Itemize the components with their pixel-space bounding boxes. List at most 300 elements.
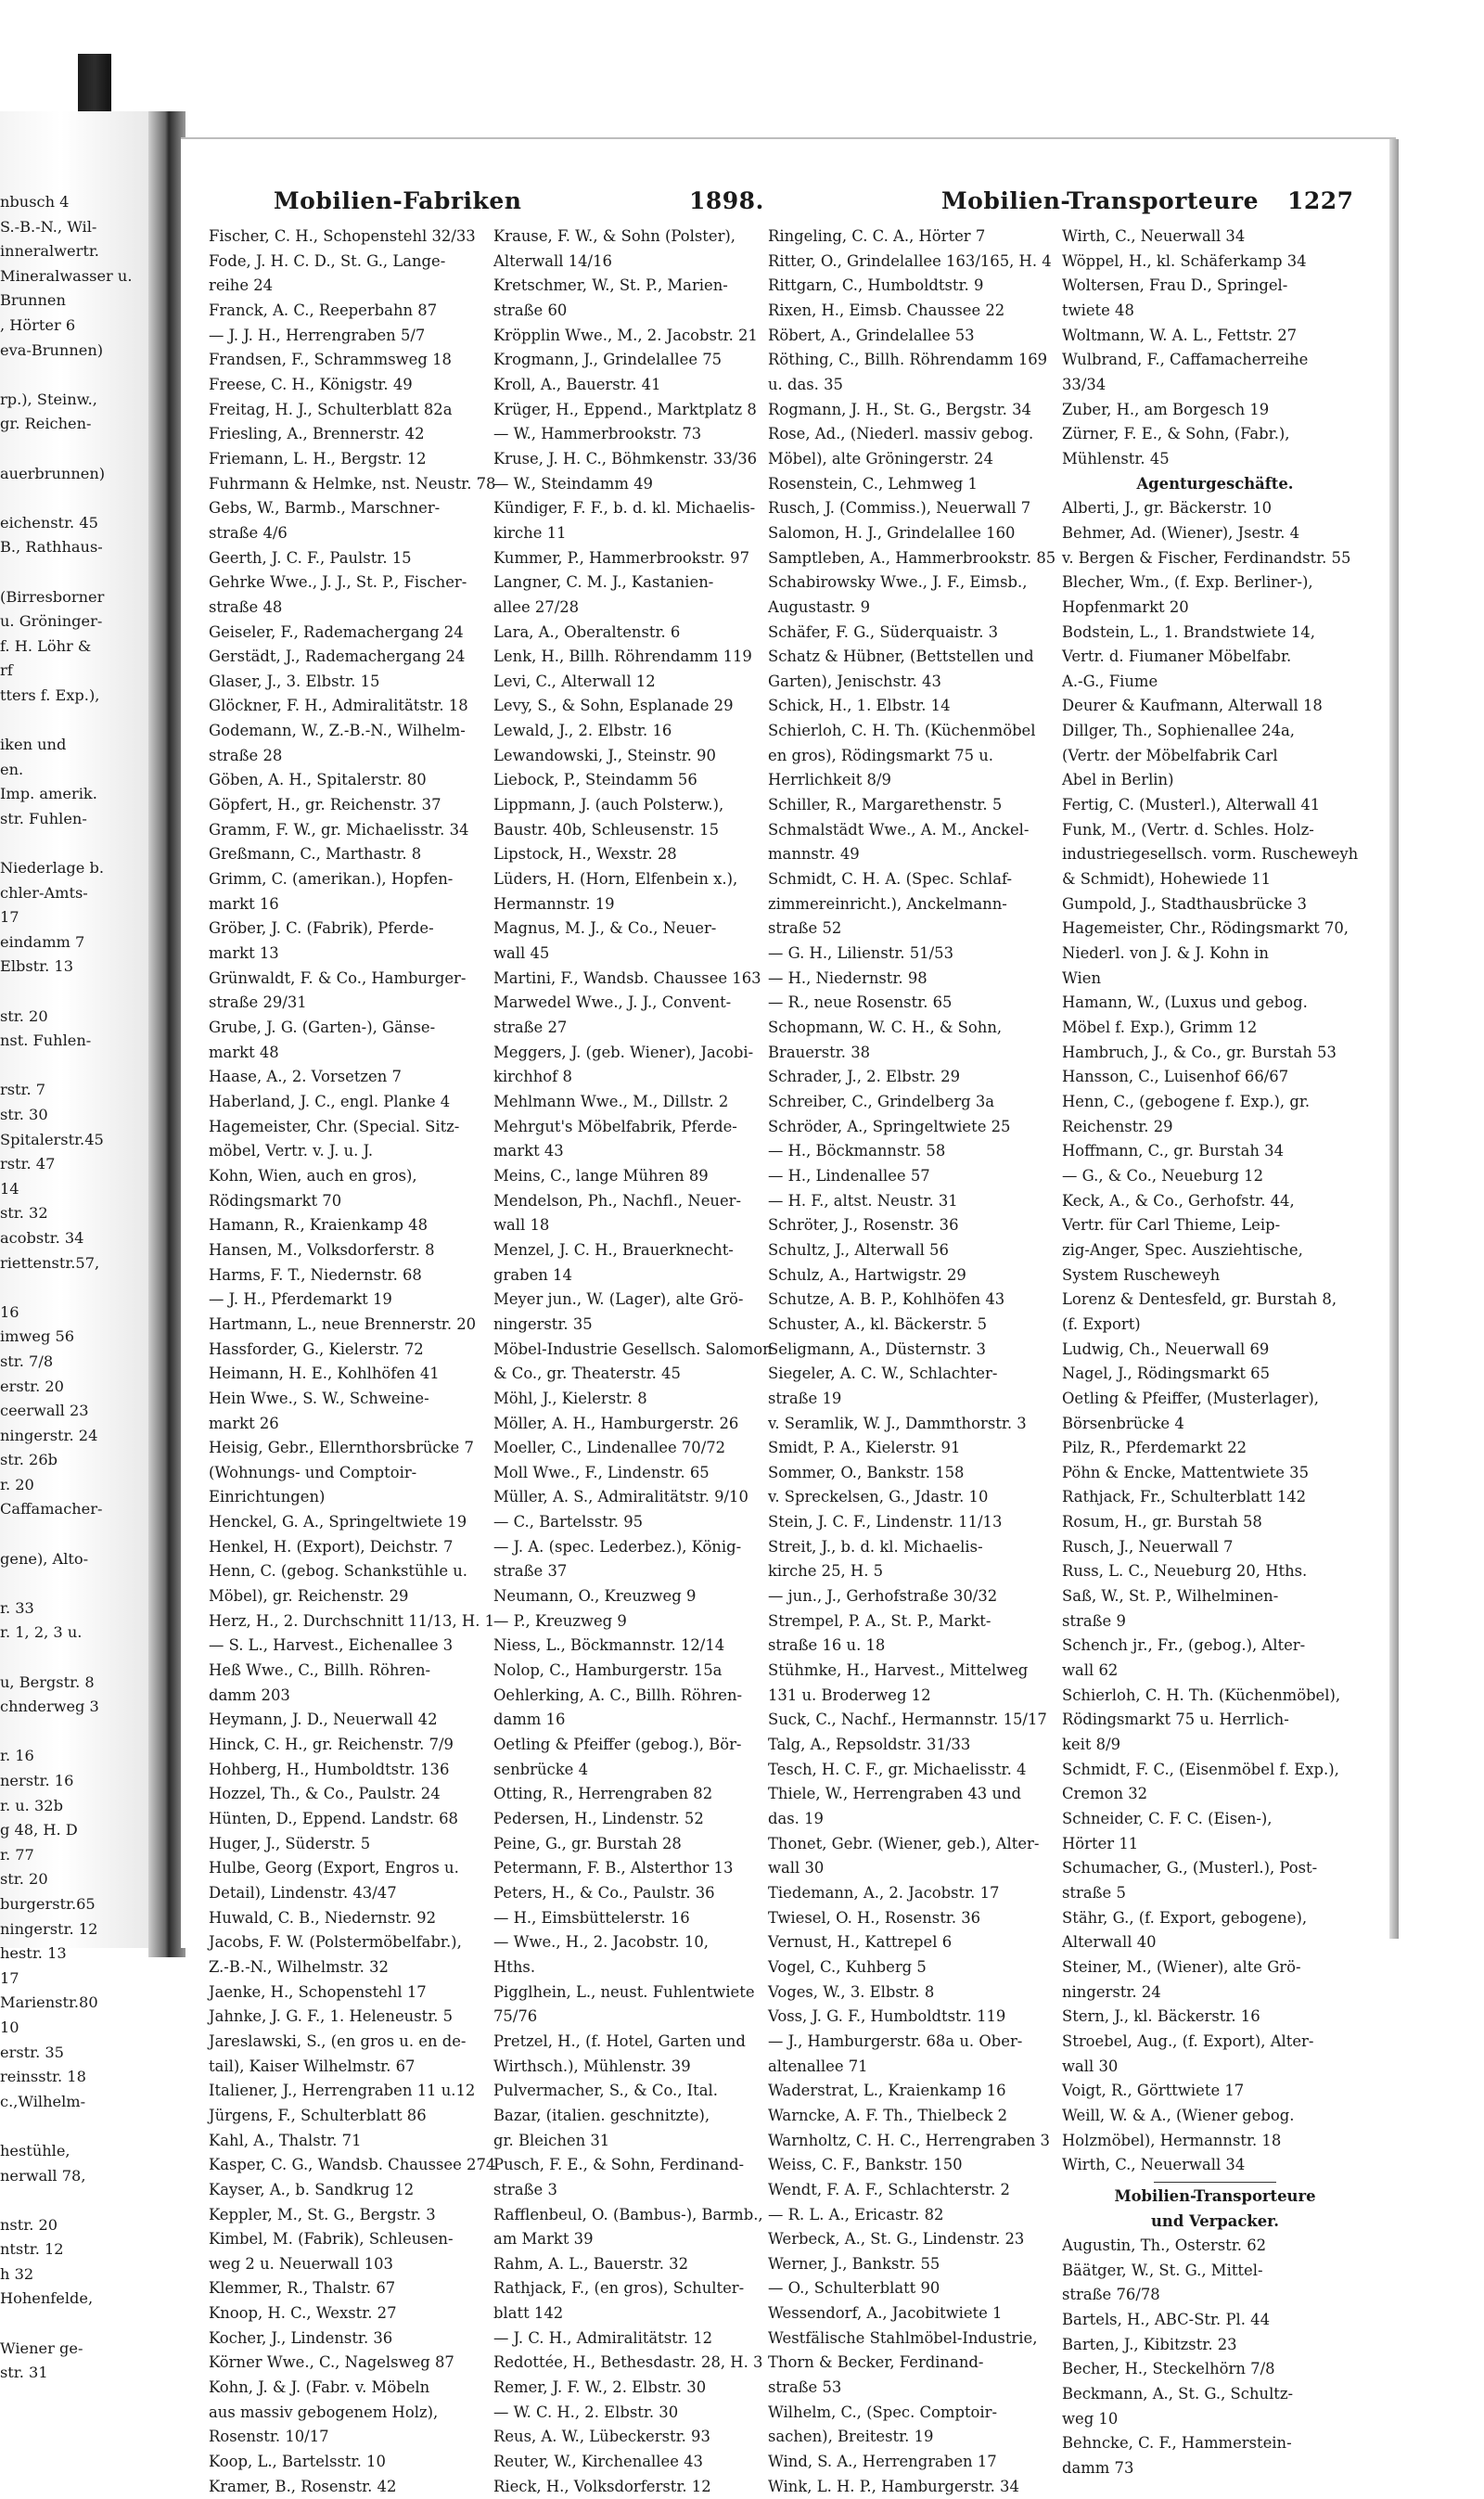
directory-entry-line: Franck, A. C., Reeperbahn 87 [209, 301, 438, 319]
directory-entry-line: Schatz & Hübner, (Bettstellen und [768, 647, 1034, 666]
directory-entry-line: Warncke, A. F. Th., Thielbeck 2 [768, 2106, 1008, 2124]
directory-entry-line: Hamann, R., Kraienkamp 48 [209, 1216, 429, 1235]
left-page-fragment: rstr. 7 [0, 1081, 46, 1099]
directory-entry-line: — H., Böckmannstr. 58 [768, 1142, 946, 1160]
directory-entry-line: Heimann, H. E., Kohlhöfen 41 [209, 1365, 440, 1383]
directory-entry-line: Henckel, G. A., Springeltwiete 19 [209, 1513, 467, 1531]
directory-entry-line: Waderstrat, L., Kraienkamp 16 [768, 2082, 1006, 2100]
left-page-fragment: imweg 56 [0, 1327, 75, 1346]
directory-entry-line: Sommer, O., Bankstr. 158 [768, 1463, 965, 1481]
directory-entry-line: Brauerstr. 38 [768, 1043, 871, 1061]
directory-entry-line: Wind, S. A., Herrengraben 17 [768, 2453, 997, 2471]
directory-entry-line: Harms, F. T., Niedernstr. 68 [209, 1265, 422, 1284]
left-page-fragment: str. 31 [0, 2364, 48, 2382]
left-page-fragment [0, 1522, 148, 1547]
directory-entry-line: kirche 11 [493, 523, 567, 542]
directory-entry-line: (Wohnungs- und Comptoir- [209, 1463, 417, 1481]
directory-entry-line: Rödingsmarkt 75 u. Herrlich- [1062, 1711, 1289, 1729]
directory-entry-line: — R. L. A., Ericastr. 82 [768, 2205, 944, 2223]
directory-entry-line: Jaenke, H., Schopenstehl 17 [209, 1982, 427, 2001]
left-page-fragment [0, 831, 148, 856]
directory-entry-line: mannstr. 49 [768, 845, 860, 864]
directory-entry-line: Meins, C., lange Mühren 89 [493, 1166, 709, 1185]
directory-entry-line: Thorn & Becker, Ferdinand- [768, 2353, 984, 2372]
directory-entry-line: Kahl, A., Thalstr. 71 [209, 2131, 362, 2149]
left-page-fragment: Spitalerstr.45 [0, 1130, 104, 1148]
left-page-fragment: ceerwall 23 [0, 1402, 89, 1420]
directory-entry-line: Krüger, H., Eppend., Marktplatz 8 [493, 400, 757, 418]
directory-entry-line: Schiller, R., Margarethenstr. 5 [768, 796, 1003, 814]
book-gutter [148, 111, 186, 1957]
directory-entry-line: Klemmer, R., Thalstr. 67 [209, 2279, 396, 2298]
directory-entry-line: Vogel, C., Kuhberg 5 [768, 1957, 927, 1976]
directory-entry-line: — J. A. (spec. Lederbez.), König- [493, 1537, 742, 1556]
directory-entry-line: das. 19 [768, 1810, 824, 1827]
directory-entry-line: Schröter, J., Rosenstr. 36 [768, 1216, 959, 1235]
directory-entry-line: wall 30 [768, 1859, 825, 1877]
directory-entry-line: — G., & Co., Neueburg 12 [1062, 1166, 1264, 1185]
directory-entry-line: Behmer, Ad. (Wiener), Jsestr. 4 [1062, 523, 1300, 542]
directory-entry-line: Gumpold, J., Stadthausbrücke 3 [1062, 894, 1307, 913]
directory-entry-line: Pilz, R., Pferdemarkt 22 [1062, 1439, 1247, 1457]
left-page-fragment: 17 [0, 1968, 19, 1987]
directory-entry-line: Voges, W., 3. Elbstr. 8 [768, 1982, 935, 2001]
directory-entry-line: Grimm, C. (amerikan.), Hopfen- [209, 870, 454, 889]
header-year: 1898. [689, 187, 764, 214]
directory-entry-line: Möbel-Industrie Gesellsch. Salomon [493, 1339, 773, 1358]
directory-entry-line: Steiner, M., (Wiener), alte Grö- [1062, 1957, 1301, 1976]
directory-entry-line: Oehlerking, A. C., Billh. Röhren- [493, 1685, 743, 1704]
directory-entry-line: Lewandowski, J., Steinstr. 90 [493, 746, 716, 764]
directory-entry-line: Schneider, C. F. C. (Eisen-), [1062, 1810, 1273, 1827]
directory-entry-line: Westfälische Stahlmöbel-Industrie, [768, 2328, 1038, 2347]
left-page-fragment: nerstr. 16 [0, 1772, 74, 1789]
directory-entry-line: Pretzel, H., (f. Hotel, Garten und [493, 2031, 746, 2050]
directory-entry-line: Detail), Lindenstr. 43/47 [209, 1883, 397, 1902]
directory-entry-line: ningerstr. 24 [1062, 1982, 1161, 2001]
directory-entry-line: Schultz, J., Alterwall 56 [768, 1240, 949, 1259]
directory-entry-line: Kasper, C. G., Wandsb. Chaussee 274 [209, 2156, 496, 2174]
directory-entry-line: Cremon 32 [1062, 1785, 1148, 1803]
directory-entry-line: Kohn, Wien, auch en gros), [209, 1166, 417, 1185]
directory-entry-line: Schabirowsky Wwe., J. F., Eimsb., [768, 573, 1028, 592]
directory-entry-line: Smidt, P. A., Kielerstr. 91 [768, 1439, 961, 1457]
directory-entry-line: Stroebel, Aug., (f. Export), Alter- [1062, 2031, 1314, 2050]
left-page-fragment: 16 [0, 1302, 19, 1321]
left-page-fragment: eindamm 7 [0, 932, 85, 951]
directory-entry-line: Stühmke, H., Harvest., Mittelweg [768, 1661, 1029, 1680]
directory-entry-line: Gehrke Wwe., J. J., St. P., Fischer- [209, 573, 467, 592]
left-page-fragment: 17 [0, 908, 19, 927]
directory-entry-line: Kimbel, M. (Fabrik), Schleusen- [209, 2230, 454, 2249]
directory-entry-line: straße 9 [1062, 1611, 1126, 1630]
section-heading: und Verpacker. [1151, 2211, 1279, 2230]
left-page-fragment: g 48, H. D [0, 1821, 78, 1839]
section-heading: Mobilien-Transporteure [1114, 2186, 1316, 2205]
directory-entry-line: Möhl, J., Kielerstr. 8 [493, 1389, 647, 1407]
left-page-fragment [0, 980, 148, 1005]
directory-entry-line: Meggers, J. (geb. Wiener), Jacobi- [493, 1043, 754, 1061]
directory-entry-line: Garten), Jenischstr. 43 [768, 672, 941, 690]
directory-entry-line: Barten, J., Kibitzstr. 23 [1062, 2335, 1237, 2353]
directory-entry-line: Kröpplin Wwe., M., 2. Jacobstr. 21 [493, 326, 758, 344]
directory-entry-line: Peine, G., gr. Burstah 28 [493, 1834, 682, 1852]
directory-entry-line: Niess, L., Böckmannstr. 12/14 [493, 1636, 725, 1655]
directory-entry-line: Langner, C. M. J., Kastanien- [493, 573, 714, 592]
directory-entry-line: Wirth, C., Neuerwall 34 [1062, 227, 1246, 245]
directory-entry-line: — J., Hamburgerstr. 68a u. Ober- [768, 2031, 1023, 2050]
left-page-fragment: str. 26b [0, 1451, 58, 1469]
directory-entry-line: Schopmann, W. C. H., & Sohn, [768, 1019, 1003, 1036]
directory-entry-line: Rosum, H., gr. Burstah 58 [1062, 1513, 1262, 1531]
directory-entry-line: Huger, J., Süderstr. 5 [209, 1834, 371, 1852]
directory-entry-line: — jun., J., Gerhofstraße 30/32 [768, 1587, 998, 1606]
directory-entry-line: Reus, A. W., Lübeckerstr. 93 [493, 2428, 710, 2446]
directory-entry-line: Meyer jun., W. (Lager), alte Grö- [493, 1290, 744, 1309]
directory-entry-line: Lara, A., Oberaltenstr. 6 [493, 622, 681, 641]
directory-entry-line: Schreiber, C., Grindelberg 3a [768, 1092, 995, 1110]
directory-entry-line: — S. L., Harvest., Eichenallee 3 [209, 1636, 454, 1655]
directory-entry-line: Hartmann, L., neue Brennerstr. 20 [209, 1314, 477, 1333]
left-page-fragment: h 32 [0, 2264, 34, 2283]
left-page-text-fragments [0, 190, 148, 2386]
directory-entry-line: Möbel), gr. Reichenstr. 29 [209, 1587, 409, 1606]
directory-entry-line: Salomon, H. J., Grindelallee 160 [768, 523, 1016, 542]
directory-entry-line: — H., Lindenallee 57 [768, 1166, 930, 1185]
directory-entry-line: Petermann, F. B., Alsterthor 13 [493, 1859, 734, 1877]
directory-entry-line: Wilhelm, C., (Spec. Comptoir- [768, 2403, 998, 2421]
directory-entry-line: Wien [1062, 968, 1102, 987]
directory-entry-line: Schumacher, G., (Musterl.), Post- [1062, 1859, 1318, 1877]
directory-entry-line: Weill, W. & A., (Wiener gebog. [1062, 2106, 1295, 2124]
left-page-fragment: iken und [0, 736, 67, 754]
directory-entry-line: Levi, C., Alterwall 12 [493, 672, 656, 690]
directory-entry-line: Fischer, C. H., Schopenstehl 32/33 [209, 227, 476, 245]
directory-entry-line: straße 5 [1062, 1883, 1126, 1902]
directory-entry-line: Oetling & Pfeiffer (gebog.), Bör- [493, 1736, 742, 1754]
directory-entry-line: — G. H., Lilienstr. 51/53 [768, 944, 954, 963]
directory-entry-line: zimmereinricht.), Anckelmann- [768, 894, 1007, 913]
directory-entry-line: Schmalstädt Wwe., A. M., Anckel- [768, 820, 1030, 839]
left-page-fragment: riettenstr.57, [0, 1253, 100, 1272]
directory-entry-line: straße 37 [493, 1562, 568, 1581]
directory-entry-line: Freitag, H. J., Schulterblatt 82a [209, 400, 453, 418]
directory-entry-line: Fuhrmann & Helmke, nst. Neustr. 78 [209, 474, 496, 493]
directory-entry-line: straße 29/31 [209, 993, 307, 1012]
directory-entry-line: Rödingsmarkt 70 [209, 1191, 342, 1210]
page-number: 1227 [1287, 187, 1354, 214]
directory-entry-line: altenallee 71 [768, 2057, 868, 2075]
directory-entry-line: Stein, J. C. F., Lindenstr. 11/13 [768, 1513, 1003, 1531]
directory-entry-line: Godemann, W., Z.-B.-N., Wilhelm- [209, 722, 466, 740]
directory-entry-line: Kretschmer, W., St. P., Marien- [493, 276, 728, 295]
directory-entry-line: v. Seramlik, W. J., Dammthorstr. 3 [768, 1414, 1027, 1432]
directory-entry-line: Rusch, J., Neuerwall 7 [1062, 1537, 1234, 1556]
left-page-fragment: auerbrunnen) [0, 464, 106, 482]
directory-entry-line: senbrücke 4 [493, 1760, 589, 1778]
directory-entry-line: Heymann, J. D., Neuerwall 42 [209, 1711, 438, 1729]
left-page-fragment [0, 363, 148, 388]
directory-entry-line: Rafflenbeul, O. (Bambus-), Barmb., [493, 2205, 763, 2223]
directory-entry-line: Z.-B.-N., Wilhelmstr. 32 [209, 1957, 389, 1976]
directory-entry-line: Schierloh, C. H. Th. (Küchenmöbel), [1062, 1685, 1341, 1704]
directory-entry-line: Liebock, P., Steindamm 56 [493, 771, 697, 789]
directory-entry-line: Voss, J. G. F., Humboldtstr. 119 [768, 2007, 1006, 2026]
directory-entry-line: wall 62 [1062, 1661, 1119, 1680]
left-page-fragment: Mineralwasser u. [0, 266, 133, 285]
left-page-fragment: acobstr. 34 [0, 1228, 84, 1247]
directory-entry-line: v. Bergen & Fischer, Ferdinandstr. 55 [1062, 548, 1351, 567]
directory-entry-line: Jahnke, J. G. F., 1. Heleneustr. 5 [209, 2007, 454, 2026]
directory-entry-line: Hozzel, Th., & Co., Paulstr. 24 [209, 1785, 441, 1803]
directory-entry-line: Beckmann, A., St. G., Schultz- [1062, 2385, 1294, 2403]
directory-entry-line: Geiseler, F., Rademachergang 24 [209, 622, 464, 641]
left-page-fragment: u. Gröninger- [0, 612, 103, 631]
left-page-fragment: gr. Reichen- [0, 415, 92, 433]
directory-entry-line: Schutze, A. B. P., Kohlhöfen 43 [768, 1290, 1005, 1309]
left-page-fragment: Elbstr. 13 [0, 957, 74, 976]
directory-entry-line: Henkel, H. (Export), Deichstr. 7 [209, 1537, 454, 1556]
directory-entry-line: Suck, C., Nachf., Hermannstr. 15/17 [768, 1711, 1047, 1729]
directory-entry-line: Rosenstein, C., Lehmweg 1 [768, 474, 978, 493]
directory-entry-line: Reichenstr. 29 [1062, 1117, 1173, 1135]
left-page-fragment: str. Fuhlen- [0, 809, 87, 827]
left-page-fragment: rstr. 47 [0, 1155, 56, 1173]
directory-entry-line: Ludwig, Ch., Neuerwall 69 [1062, 1339, 1270, 1358]
directory-entry-line: Frandsen, F., Schrammsweg 18 [209, 351, 452, 369]
left-page-fragment: erstr. 35 [0, 2043, 64, 2061]
directory-entry-line: Mehlmann Wwe., M., Dillstr. 2 [493, 1092, 729, 1110]
directory-entry-line: industriegesellsch. vorm. Ruscheweyh [1062, 845, 1359, 864]
directory-entry-line: Schuster, A., kl. Bäckerstr. 5 [768, 1314, 988, 1333]
directory-entry-line: Nagel, J., Rödingsmarkt 65 [1062, 1365, 1271, 1383]
directory-entry-line: Werner, J., Bankstr. 55 [768, 2254, 940, 2273]
directory-entry-line: Lenk, H., Billh. Röhrendamm 119 [493, 647, 752, 666]
directory-entry-line: kirche 25, H. 5 [768, 1562, 884, 1581]
directory-entry-line: Kocher, J., Lindenstr. 36 [209, 2328, 393, 2347]
directory-entry-line: Hünten, D., Eppend. Landstr. 68 [209, 1810, 458, 1827]
directory-entry-line: Gerstädt, J., Rademachergang 24 [209, 647, 466, 666]
left-page-fragment: nbusch 4 [0, 193, 70, 211]
left-page-fragment: (Birresborner [0, 587, 105, 606]
directory-entry-line: Göpfert, H., gr. Reichenstr. 37 [209, 796, 441, 814]
directory-entry-line: allee 27/28 [493, 597, 580, 616]
left-page-fragment: Marienstr.80 [0, 1993, 98, 2012]
directory-entry-line: Stern, J., kl. Bäckerstr. 16 [1062, 2007, 1260, 2026]
directory-entry-line: Hoffmann, C., gr. Burstah 34 [1062, 1142, 1285, 1160]
directory-entry-line: straße 28 [209, 746, 283, 764]
directory-entry-line: Hopfenmarkt 20 [1062, 597, 1189, 616]
directory-entry-line: Redottée, H., Bethesdastr. 28, H. 3 [493, 2353, 763, 2372]
directory-entry-line: Herz, H., 2. Durchschnitt 11/13, H. 1 [209, 1611, 495, 1630]
directory-entry-line: u. das. 35 [768, 375, 843, 393]
directory-entry-line: Voigt, R., Görttwiete 17 [1062, 2082, 1245, 2100]
directory-entry-line: Lipstock, H., Wexstr. 28 [493, 845, 677, 864]
directory-entry-line: Krogmann, J., Grindelallee 75 [493, 351, 723, 369]
directory-entry-line: straße 3 [493, 2180, 557, 2198]
directory-entry-line: Talg, A., Repsoldstr. 31/33 [768, 1736, 971, 1754]
directory-entry-line: Mühlenstr. 45 [1062, 449, 1170, 468]
directory-column-2 [493, 224, 788, 2499]
directory-entry-line: Schench jr., Fr., (gebog.), Alter- [1062, 1636, 1306, 1655]
left-page-fragment: B., Rathhaus- [0, 538, 103, 557]
directory-entry-line: Hohberg, H., Humboldtstr. 136 [209, 1760, 450, 1778]
directory-entry-line: (f. Export) [1062, 1314, 1141, 1333]
left-page-fragment [0, 486, 148, 511]
directory-entry-line: Hassforder, G., Kielerstr. 72 [209, 1339, 424, 1358]
directory-entry-line: Hein Wwe., S. W., Schweine- [209, 1389, 429, 1407]
directory-entry-line: Alberti, J., gr. Bäckerstr. 10 [1062, 499, 1273, 518]
directory-entry-line: Kayser, A., b. Sandkrug 12 [209, 2180, 415, 2198]
left-page-fragment: str. 20 [0, 1870, 48, 1889]
directory-entry-line: Pöhn & Encke, Mattentwiete 35 [1062, 1463, 1310, 1481]
directory-entry-line: damm 16 [493, 1711, 566, 1729]
directory-entry-line: Gramm, F. W., gr. Michaelisstr. 34 [209, 820, 469, 839]
directory-entry-line: Russ, L. C., Neueburg 20, Hths. [1062, 1562, 1308, 1581]
directory-entry-line: Krause, F. W., & Sohn (Polster), [493, 227, 736, 245]
directory-entry-line: Pusch, F. E., & Sohn, Ferdinand- [493, 2156, 745, 2174]
directory-entry-line: Grube, J. G. (Garten-), Gänse- [209, 1019, 436, 1036]
directory-entry-line: Moeller, C., Lindenallee 70/72 [493, 1439, 726, 1457]
left-page-fragment: en. [0, 760, 24, 778]
directory-entry-line: Martini, F., Wandsb. Chaussee 163 [493, 968, 761, 987]
directory-entry-line: straße 16 u. 18 [768, 1636, 886, 1655]
directory-entry-line: Kramer, B., Rosenstr. 42 [209, 2477, 397, 2495]
directory-entry-line: Becher, H., Steckelhörn 7/8 [1062, 2360, 1275, 2378]
directory-entry-line: — P., Kreuzweg 9 [493, 1611, 627, 1630]
left-page-fragment: Wiener ge- [0, 2339, 83, 2357]
directory-entry-line: Schmidt, C. H. A. (Spec. Schlaf- [768, 870, 1013, 889]
directory-entry-line: Baustr. 40b, Schleusenstr. 15 [493, 820, 720, 839]
directory-entry-line: Ringeling, C. C. A., Hörter 7 [768, 227, 986, 245]
directory-entry-line: Thiele, W., Herrengraben 43 und [768, 1785, 1022, 1803]
directory-entry-line: — J. C. H., Admiralitätstr. 12 [493, 2328, 713, 2347]
directory-entry-line: Heisig, Gebr., Ellernthorsbrücke 7 [209, 1439, 474, 1457]
directory-entry-line: reihe 24 [209, 276, 274, 295]
left-page-fragment [0, 1054, 148, 1079]
left-page-fragment: hestühle, [0, 2141, 70, 2159]
left-page-fragment: 10 [0, 2018, 19, 2036]
directory-entry-line: — J. J. H., Herrengraben 5/7 [209, 326, 426, 344]
directory-entry-line: Zürner, F. E., & Sohn, (Fabr.), [1062, 425, 1290, 443]
left-page-fragment: r. 33 [0, 1598, 34, 1617]
left-page-fragment: eva-Brunnen) [0, 340, 104, 359]
left-page-fragment [0, 1275, 148, 1301]
directory-entry-line: 75/76 [493, 2007, 538, 2026]
directory-entry-line: aus massiv gebogenem Holz), [209, 2403, 439, 2421]
directory-column-1 [209, 224, 504, 2499]
directory-entry-line: straße 4/6 [209, 523, 288, 542]
directory-entry-line: Menzel, J. C. H., Brauerknecht- [493, 1240, 734, 1259]
directory-entry-line: straße 19 [768, 1389, 842, 1407]
directory-entry-line: Funk, M., (Vertr. d. Schles. Holz- [1062, 820, 1314, 839]
directory-entry-line: wall 18 [493, 1216, 550, 1235]
left-page-fragment: str. 7/8 [0, 1352, 54, 1370]
directory-entry-line: Rathjack, F., (en gros), Schulter- [493, 2279, 745, 2298]
directory-entry-line: Stähr, G., (f. Export, gebogene), [1062, 1908, 1308, 1927]
directory-entry-line: Strempel, P. A., St. P., Markt- [768, 1611, 991, 1630]
left-page-fragment: rp.), Steinw., [0, 390, 97, 408]
directory-entry-line: Schierloh, C. H. Th. (Küchenmöbel [768, 722, 1036, 740]
directory-entry-line: damm 203 [209, 1685, 290, 1704]
directory-entry-line: Werbeck, A., St. G., Lindenstr. 23 [768, 2230, 1025, 2249]
directory-entry-line: Niederl. von J. & J. Kohn in [1062, 944, 1269, 963]
directory-entry-line: 33/34 [1062, 375, 1107, 393]
left-page-fragment: ningerstr. 24 [0, 1426, 98, 1444]
directory-entry-line: Dillger, Th., Sophienallee 24a, [1062, 722, 1295, 740]
directory-entry-line: — H., Niedernstr. 98 [768, 968, 928, 987]
directory-entry-line: Pedersen, H., Lindenstr. 52 [493, 1810, 704, 1827]
directory-entry-line: Kummer, P., Hammerbrookstr. 97 [493, 548, 750, 567]
left-page-fragment: c.,Wilhelm- [0, 2092, 86, 2110]
directory-entry-line: Hinck, C. H., gr. Reichenstr. 7/9 [209, 1736, 454, 1754]
directory-entry-line: Abel in Berlin) [1062, 771, 1174, 789]
directory-entry-line: Wink, L. H. P., Hamburgerstr. 34 [768, 2477, 1019, 2495]
directory-entry-line: Marwedel Wwe., J. J., Convent- [493, 993, 732, 1012]
directory-entry-line: Kündiger, F. F., b. d. kl. Michaelis- [493, 499, 756, 518]
directory-entry-line: Jacobs, F. W. (Polstermöbelfabr.), [209, 1933, 462, 1952]
directory-entry-line: Möller, A. H., Hamburgerstr. 26 [493, 1414, 739, 1432]
directory-page [181, 137, 1396, 2495]
directory-entry-line: Augustin, Th., Osterstr. 62 [1062, 2236, 1267, 2255]
directory-entry-line: Keppler, M., St. G., Bergstr. 3 [209, 2205, 436, 2223]
directory-entry-line: Mendelson, Ph., Nachfl., Neuer- [493, 1191, 742, 1210]
section-rule [1154, 2182, 1276, 2183]
directory-entry-line: Remer, J. F. W., 2. Elbstr. 30 [493, 2378, 707, 2397]
directory-entry-line: Schulz, A., Hartwigstr. 29 [768, 1265, 966, 1284]
directory-entry-line: Augustastr. 9 [768, 597, 871, 616]
directory-entry-line: Reuter, W., Kirchenallee 43 [493, 2453, 703, 2471]
directory-entry-line: Holzmöbel), Hermannstr. 18 [1062, 2131, 1282, 2149]
left-page-fragment: chnderweg 3 [0, 1698, 99, 1716]
directory-entry-line: weg 10 [1062, 2409, 1119, 2428]
left-page-fragment: nst. Fuhlen- [0, 1032, 92, 1050]
directory-entry-line: Wulbrand, F., Caffamacherreihe [1062, 351, 1309, 369]
directory-entry-line: A.-G., Fiume [1062, 672, 1158, 690]
directory-entry-line: straße 48 [209, 597, 283, 616]
directory-entry-line: — H., Eimsbüttelerstr. 16 [493, 1908, 690, 1927]
left-page-fragment: chler-Amts- [0, 883, 88, 902]
directory-entry-line: Schröder, A., Springeltwiete 25 [768, 1117, 1011, 1135]
directory-entry-line: Jareslawski, S., (en gros u. en de- [209, 2031, 467, 2050]
directory-entry-line: Lewald, J., 2. Elbstr. 16 [493, 722, 672, 740]
directory-entry-line: Rahm, A. L., Bauerstr. 32 [493, 2254, 688, 2273]
directory-entry-line: Rosenstr. 10/17 [209, 2428, 329, 2446]
directory-entry-line: Wirthsch.), Mühlenstr. 39 [493, 2057, 691, 2075]
directory-entry-line: Wöppel, H., kl. Schäferkamp 34 [1062, 251, 1307, 270]
left-page-fragment [0, 1646, 148, 1671]
directory-entry-line: — C., Bartelsstr. 95 [493, 1513, 644, 1531]
directory-entry-line: Rieck, H., Volksdorferstr. 12 [493, 2477, 711, 2495]
directory-entry-line: Herrlichkeit 8/9 [768, 771, 891, 789]
directory-entry-line: Müller, A. S., Admiralitätstr. 9/10 [493, 1488, 748, 1506]
left-page-fragment: r. 20 [0, 1475, 34, 1493]
directory-entry-line: Mehrgut's Möbelfabrik, Pferde- [493, 1117, 737, 1135]
directory-entry-line: Behncke, C. F., Hammerstein- [1062, 2434, 1292, 2453]
directory-entry-line: Magnus, M. J., & Co., Neuer- [493, 919, 717, 938]
left-page-fragment: nstr. 20 [0, 2215, 58, 2234]
left-page-fragment: r. 16 [0, 1747, 34, 1765]
directory-entry-line: Rathjack, Fr., Schulterblatt 142 [1062, 1488, 1307, 1506]
directory-entry-line: System Ruscheweyh [1062, 1265, 1221, 1284]
directory-entry-line: Blecher, Wm., (f. Exp. Berliner-), [1062, 573, 1313, 592]
directory-entry-line: Haase, A., 2. Vorsetzen 7 [209, 1068, 402, 1086]
directory-entry-line: Thonet, Gebr. (Wiener, geb.), Alter- [768, 1834, 1040, 1852]
directory-entry-line: Hths. [493, 1957, 536, 1976]
left-page-fragment [0, 560, 148, 585]
directory-entry-line: Möbel f. Exp.), Grimm 12 [1062, 1019, 1258, 1036]
left-page-fragment [0, 2114, 148, 2139]
